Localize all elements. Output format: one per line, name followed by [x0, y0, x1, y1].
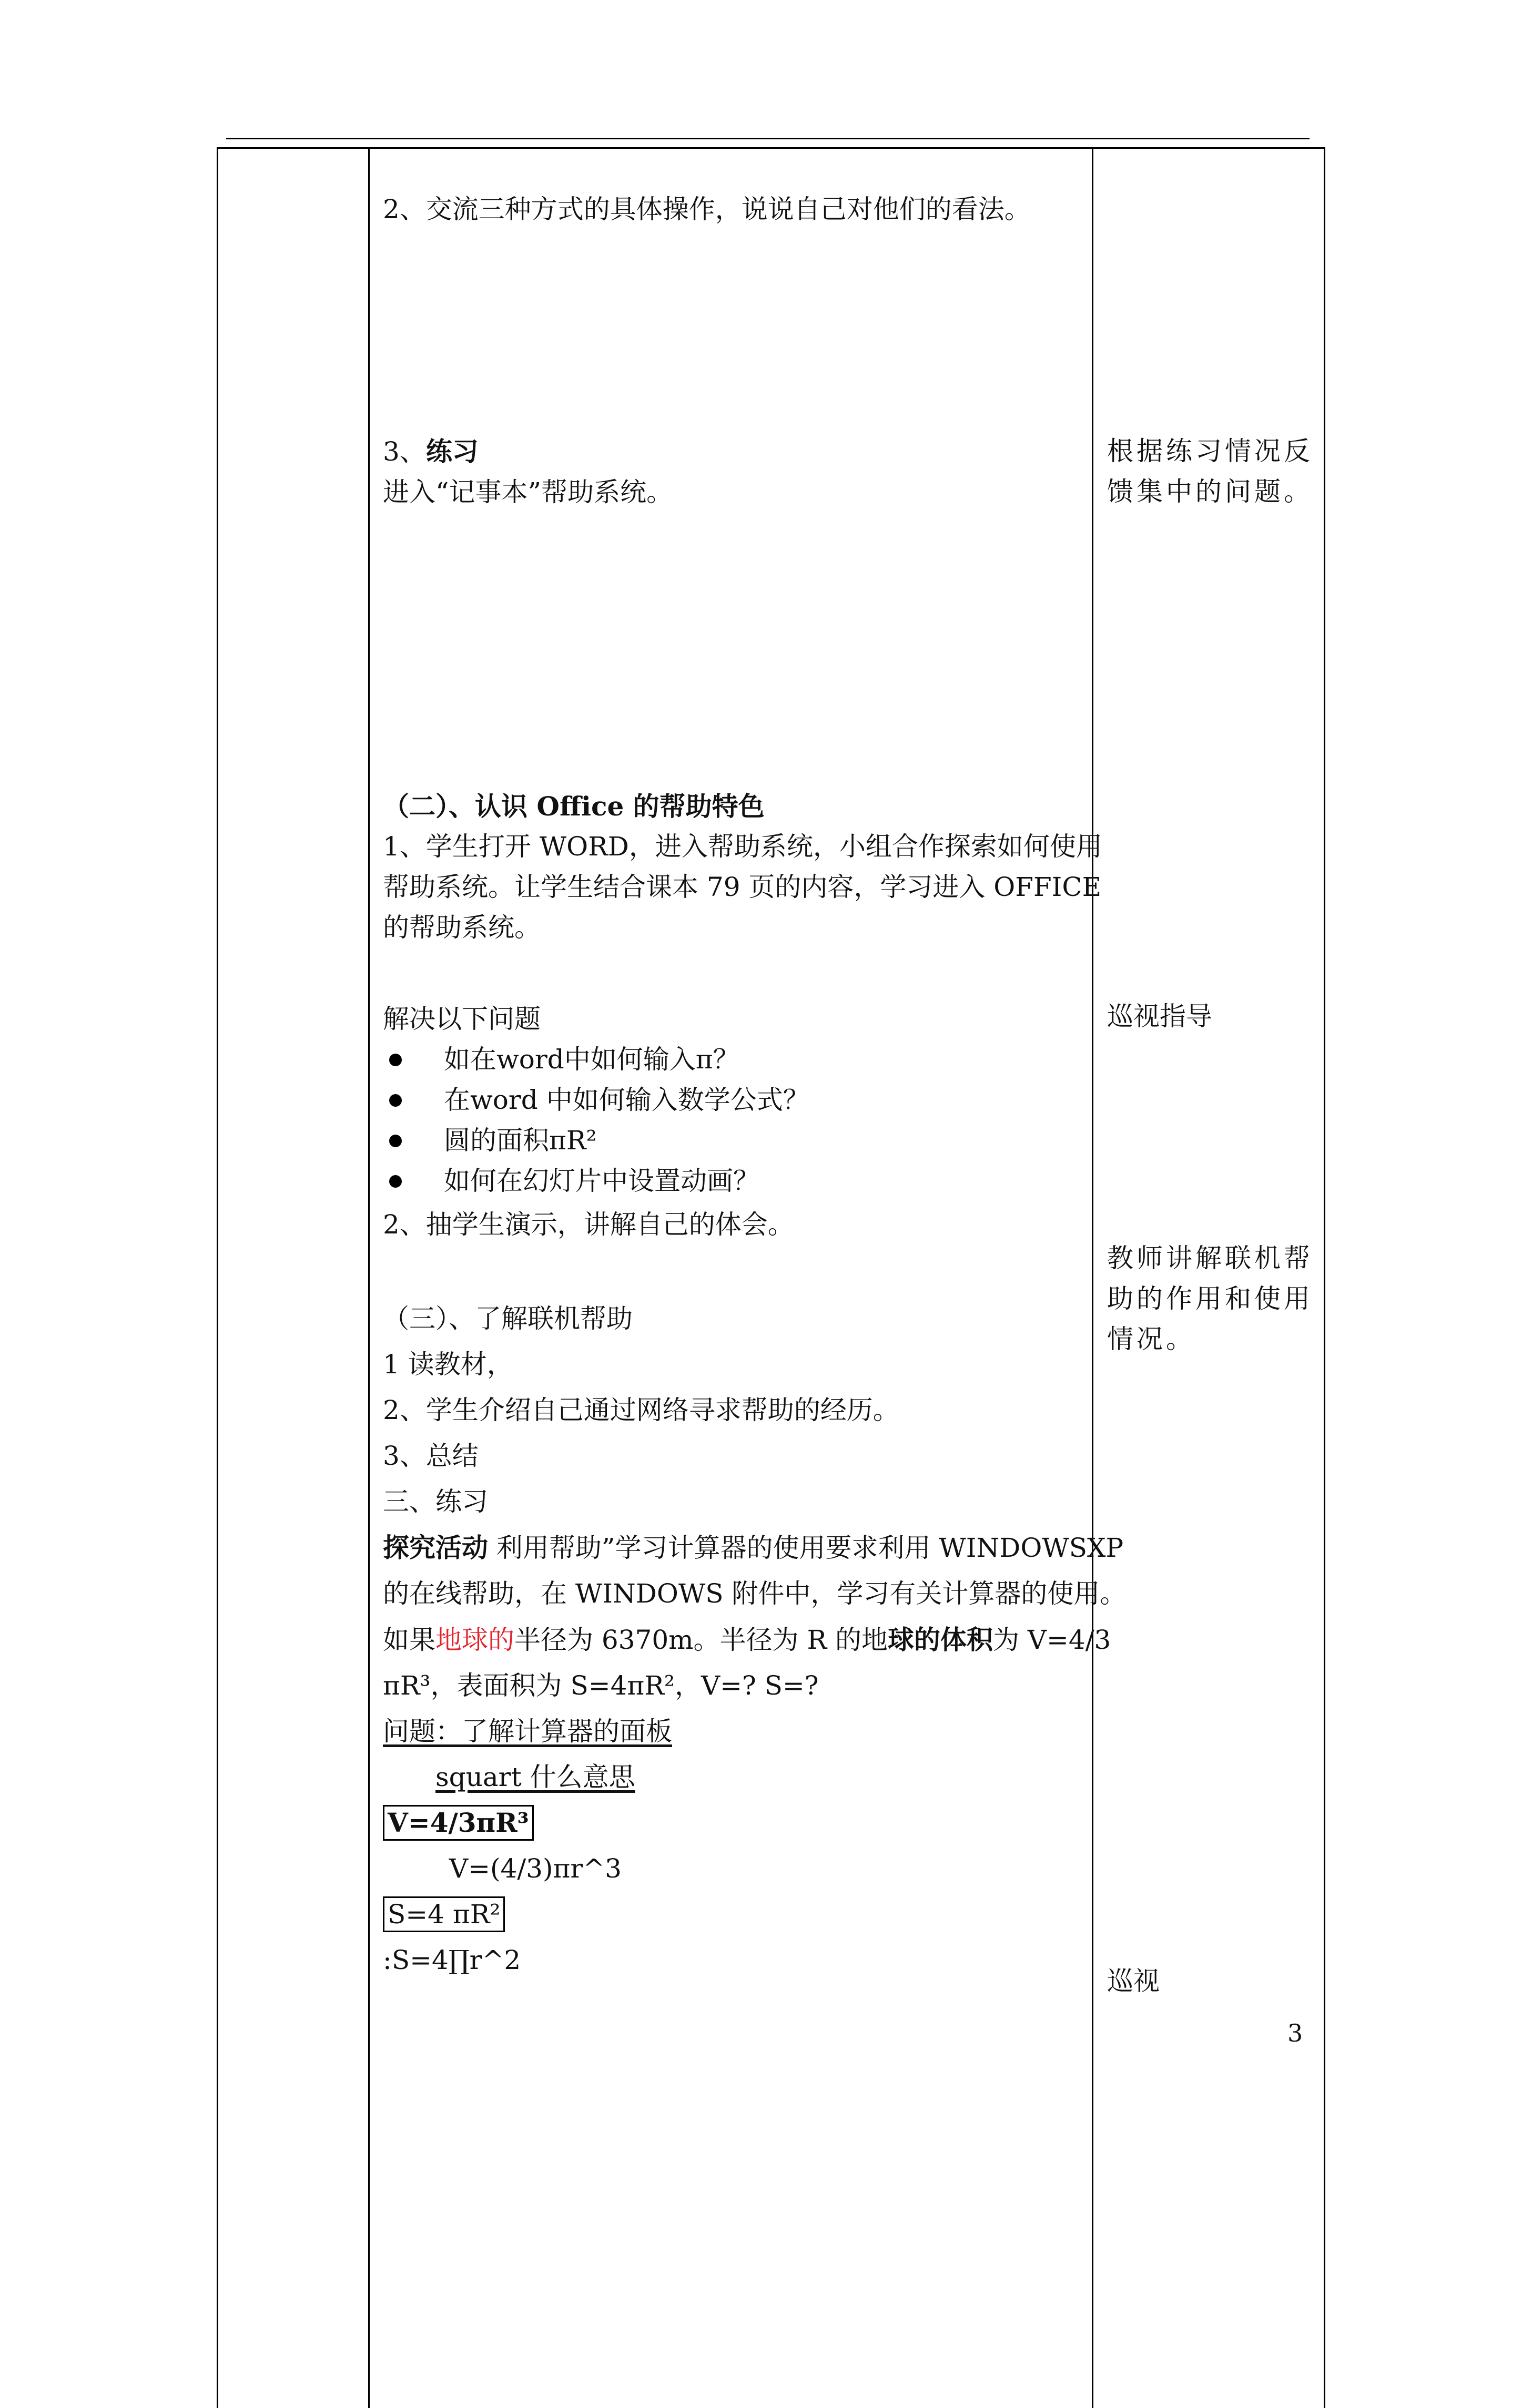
column-divider-1 [368, 147, 370, 2408]
section-heading: （三）、了解联机帮助 [383, 1303, 633, 1334]
online-help-section: （三）、了解联机帮助 1 读教材， 2、学生介绍自己通过网络寻求帮助的经历。 3、总结 三、练习 探究活动 利用帮助”学习计算器的使用要求利用 WINDOWSXP 的在线帮助，在 WINDOWS 附件中，学习有关计算器的使用。 如果地球的半径为 6370m。半径为 R 的地球的体积为 V=4/3 πR³，表面积为 S=4πR²，V=? S=? 问题：了解计算器的面板 squart 什么意思 V=4/3πR³ V=(4/3)πr^3 S=4 πR² :S=4∏r^2 [383, 1296, 1126, 1983]
practice-block: 3、练习 进入“记事本”帮助系统。 [383, 436, 673, 507]
table-right-border [1324, 147, 1325, 2408]
table-left-border [217, 147, 218, 2408]
page-number: 3 [1287, 2019, 1303, 2047]
office-help-section: （二）、认识 Office 的帮助特色 1、学生打开 WORD，进入帮助系统，小组合作探索如何使用 帮助系统。让学生结合课本 79 页的内容，学习进入 OFFICE 的帮助系统。 [383, 786, 1102, 948]
formula-box-volume: V=4/3πR³ [383, 1805, 534, 1841]
bullet-dot-icon [389, 1135, 402, 1147]
list-item: 在word 中如何输入数学公式？ [383, 1080, 809, 1120]
header-rule [226, 138, 1310, 139]
formula-box-area: S=4 πR² [383, 1896, 505, 1932]
list-item: 圆的面积πR² [383, 1120, 809, 1161]
list-item: 如在word中如何输入π？ [383, 1039, 809, 1080]
bullet-dot-icon [389, 1094, 402, 1107]
list-item: 如何在幻灯片中设置动画？ [383, 1161, 809, 1201]
questions-block: 解决以下问题 如在word中如何输入π？ 在word 中如何输入数学公式？ 圆的面积πR² 如何在幻灯片中设置动画？ 2、抽学生演示，讲解自己的体会。 [383, 1004, 809, 1240]
bullet-dot-icon [389, 1175, 402, 1188]
column-divider-2 [1092, 147, 1093, 2408]
bullet-dot-icon [389, 1054, 402, 1066]
note-teacher-explain: 教师讲解联机帮 助的作用和使用 情况。 [1107, 1243, 1313, 1354]
table-top-border [217, 147, 1325, 149]
note-patrol: 巡视 [1107, 1966, 1160, 1996]
section-heading: （二）、认识 Office 的帮助特色 [383, 791, 765, 822]
activity-line-1: 2、交流三种方式的具体操作，说说自己对他们的看法。 [383, 194, 1031, 225]
note-feedback: 根据练习情况反 馈集中的问题。 [1107, 436, 1313, 507]
note-patrol-guide: 巡视指导 [1107, 1001, 1212, 1032]
